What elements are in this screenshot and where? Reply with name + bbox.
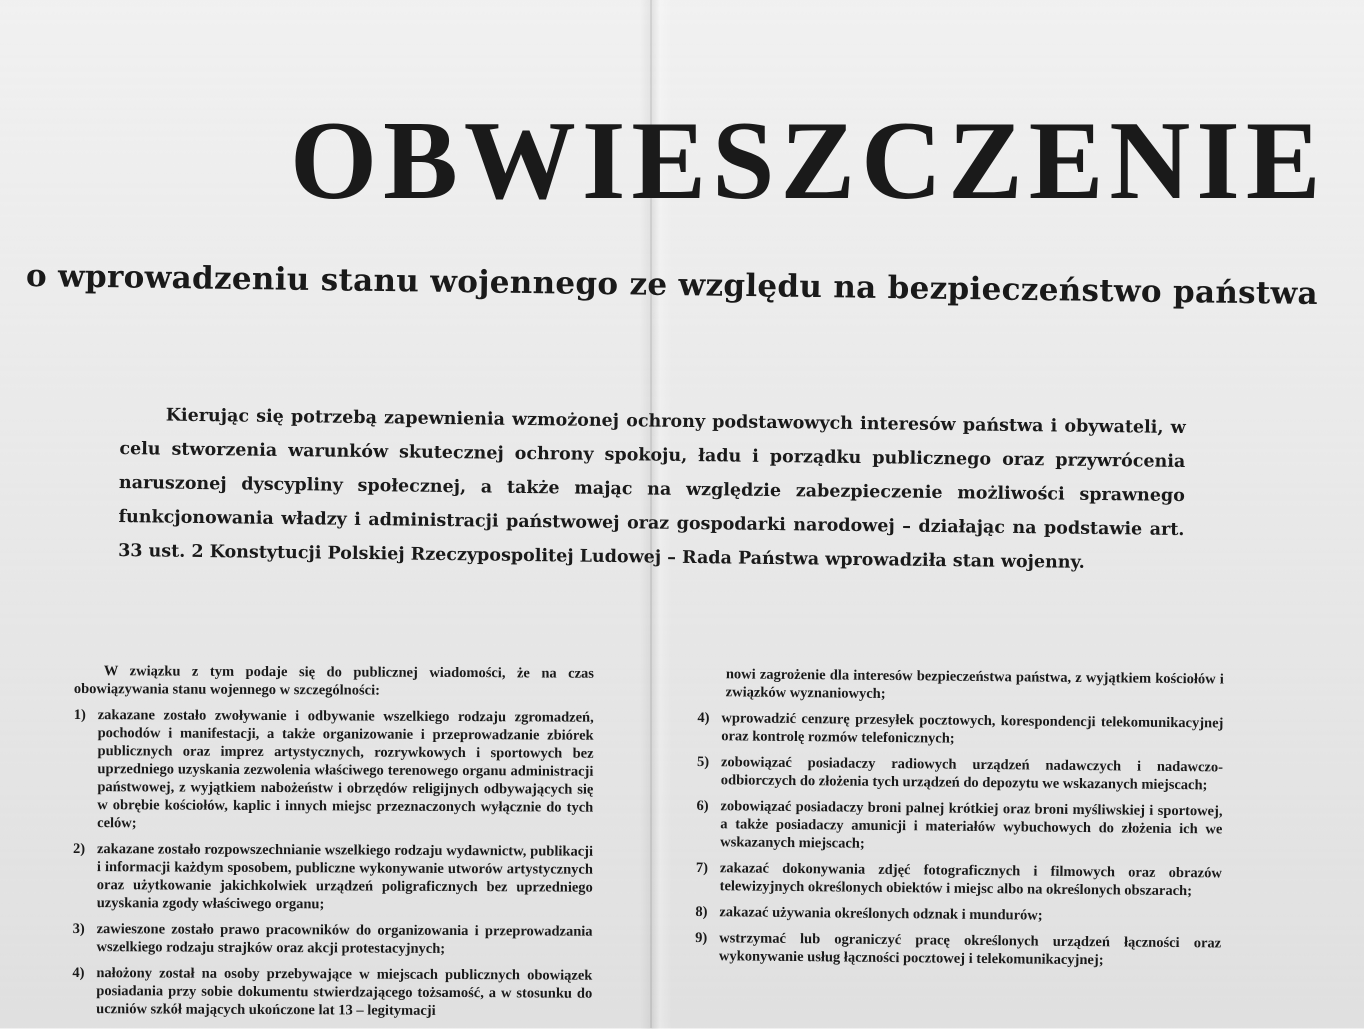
left-column — [72, 662, 594, 1029]
item-text: zakazane zostało rozpowszechnianie wszelkiego rodzaju wydawnictw, publikacji i informacji każdym sposobem, publiczne wykonywanie utworów artystycznych oraz użytkowanie jakichkolwiek urządzeń poligraficznych bez uprzedniego uzyskania zgody właściwego organu; — [96, 841, 594, 913]
right-column — [695, 665, 1224, 978]
item-number: 4) — [72, 964, 85, 982]
list-item-r7 — [696, 859, 1222, 901]
list-item-r9 — [695, 929, 1221, 971]
list-item-1 — [73, 706, 594, 835]
item-text: zakazać używania określonych odznak i mundurów; — [719, 904, 1043, 924]
item-number: 4) — [697, 709, 710, 727]
item-number: 7) — [695, 859, 709, 877]
item-text: zobowiązać posiadaczy radiowych urządzeń nadawczych i nadawczo-odbiorczych do złożenia tych urządzeń do depozytu we wskazanych miejscach; — [720, 754, 1224, 794]
left-column-intro: W związku z tym podaje się do publicznej wiadomości, że na czas obowiązywania stanu wojennego w szczególności: — [73, 663, 594, 699]
item-number: 1) — [73, 706, 86, 724]
item-text: zobowiązać posiadaczy broni palnej krótkiej oraz broni myśliwskiej i sportowej, a także posiadaczy amunicji i materiałów wybuchowych do złożenia ich we wskazanych miejscach; — [720, 798, 1223, 852]
list-item-2 — [73, 840, 593, 915]
item-number: 5) — [696, 753, 710, 771]
item-text: zakazane zostało zwoływanie i odbywanie wszelkiego rodzaju zgromadzeń, pochodów i manifestacji, a także organizowanie i przeprowadzanie zbiórek publicznych oraz imprez artystycznych, rozrywkowych i sportowych bez uprzedniego uzyskania zezwolenia właściwego terenowego organu administracji państwowej, z wyjątkiem nabożeństw i obrzędów religijnych odbywających się w obrębie kościołów, kaplic i innych miejsc przeznaczonych wyłącznie do tych celów; — [97, 707, 594, 832]
list-item-3 — [72, 920, 592, 959]
subtitle: o wprowadzeniu stanu wojennego ze względu na bezpieczeństwo państwa — [25, 258, 1319, 313]
list-item-r8 — [695, 903, 1221, 927]
list-item-r6 — [696, 797, 1223, 857]
item-number: 6) — [696, 797, 709, 815]
item-text: nałożony został na osoby przebywające w miejscach publicznych obowiązek posiadania przy sobie dokumentu stwierdzającego tożsamość, a w stosunku do uczniów szkół mających ukończone lat 13 – legitymacji — [96, 965, 593, 1019]
page-title: OBWIESZCZENIE — [290, 99, 1327, 223]
item-text: zawieszone zostało prawo pracowników do organizowania i przeprowadzania wszelkiego rodzaju strajków oraz akcji protestacyjnych; — [96, 921, 593, 957]
item-number: 8) — [695, 903, 708, 921]
right-column-continuation: nowi zagrożenie dla interesów bezpieczeństwa państwa, z wyjątkiem kościołów i związków wyznaniowych; — [725, 666, 1224, 702]
item-text: wstrzymać lub ograniczyć pracę określonych urządzeń łączności oraz wykonywanie usług łączności pocztowej i telekomunikacyjnej; — [718, 930, 1222, 969]
item-number: 9) — [695, 929, 708, 947]
item-number: 2) — [72, 840, 86, 858]
item-number: 3) — [72, 920, 85, 938]
item-text: zakazać dokonywania zdjęć fotograficznych i filmowych oraz obrazów telewizyjnych określonych obiektów i miejsc albo na określonych obszarach; — [719, 860, 1222, 900]
intro-paragraph: Kierując się potrzebą zapewnienia wzmożonej ochrony podstawowych interesów państwa i obywateli, w celu stworzenia warunków skutecznej ochrony spokoju, ładu i porządku publicznego oraz przywrócenia naruszonej dyscypliny społecznej, a także mając na względzie zabezpieczenie możliwości sprawnego funkcjonowania władzy i administracji państwowej oraz gospodarki narodowej – działając na podstawie art. 33 ust. 2 Konstytucji Polskiej Rzeczypospolitej Ludowej – Rada Państwa wprowadziła stan wojenny. — [118, 405, 1186, 573]
list-item-4 — [72, 964, 592, 1021]
list-item-r5 — [697, 753, 1223, 795]
list-item-r4 — [697, 709, 1223, 751]
item-text: wprowadzić cenzurę przesyłek pocztowych, korespondencji telekomunikacyjnej oraz kontrolę rozmów telefonicznych; — [721, 710, 1224, 747]
